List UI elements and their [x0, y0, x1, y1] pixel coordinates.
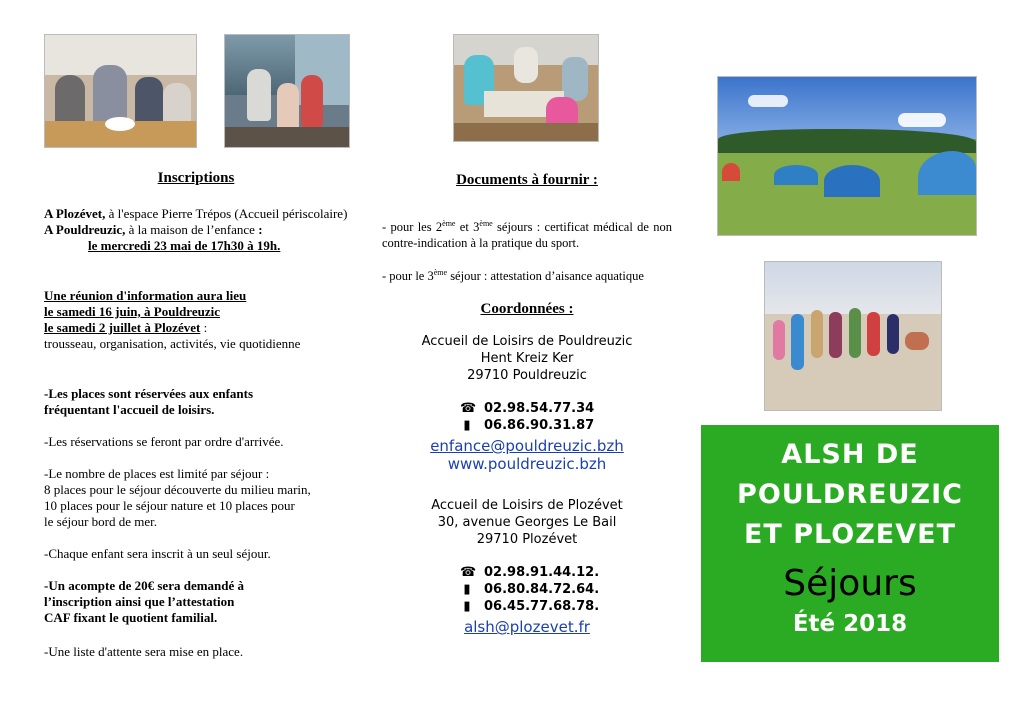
plozevet-mobile2-row: [382, 598, 672, 615]
photo-children-eating: [44, 34, 197, 148]
rule-places-4: le séjour bord de mer.: [44, 514, 157, 529]
rule-places-2: 8 places pour le séjour découverte du milieu marin,: [44, 482, 311, 497]
photo-children-tent: [224, 34, 350, 148]
mobile-phone-icon: ▮: [463, 582, 471, 598]
left-column: [44, 170, 364, 660]
cover-sejours: Séjours: [783, 563, 917, 604]
rule-reserved-1: -Les places sont réservées aux enfants: [44, 386, 254, 401]
reunion-line1: Une réunion d'information aura lieu: [44, 288, 247, 303]
pouldreuzic-name: Accueil de Loisirs de Pouldreuzic: [421, 334, 633, 350]
plozevet-mobile1-row: [382, 581, 672, 598]
pouldreuzic-email-link[interactable]: enfance@pouldreuzic.bzh: [430, 437, 624, 456]
photo-camping-tents-field: [717, 76, 977, 236]
contact-plozevet: [382, 497, 672, 637]
cover-line2: POULDREUZIC: [737, 479, 963, 510]
photo-group-beach: [764, 261, 942, 411]
middle-column: [382, 172, 672, 637]
coordonnees-title: Coordonnées :: [480, 301, 574, 318]
plozevet-email-link[interactable]: alsh@plozevet.fr: [464, 618, 590, 637]
inscription-pouldreuzic: A Pouldreuzic, à la maison de l’enfance :: [44, 222, 263, 237]
rule-deposit-2: l’inscription ainsi que l’attestation: [44, 594, 235, 609]
inscription-plozevet: A Plozévet, à l'espace Pierre Trépos (Accueil périscolaire): [44, 206, 348, 221]
cover-ete: Été 2018: [792, 611, 908, 637]
pouldreuzic-street: Hent Kreiz Ker: [480, 351, 574, 367]
pouldreuzic-mobile-row: [382, 417, 672, 434]
reunion-line4: trousseau, organisation, activités, vie quotidienne: [44, 336, 301, 351]
pouldreuzic-city: 29710 Pouldreuzic: [467, 368, 587, 384]
rule-order: -Les réservations se feront par ordre d'arrivée.: [44, 434, 284, 449]
document-certificat: - pour les 2ème et 3ème séjours : certificat médical de non contre-indication à la pratique du sport.: [382, 219, 672, 251]
reunion-line2: le samedi 16 juin, à Pouldreuzic: [44, 304, 220, 319]
mobile-phone-icon: ▮: [463, 418, 471, 434]
document-aisance: - pour le 3ème séjour : attestation d’aisance aquatique: [382, 268, 644, 284]
phone-icon: ☎: [460, 401, 477, 417]
inscriptions-title: Inscriptions: [157, 170, 235, 186]
rule-deposit-3: CAF fixant le quotient familial.: [44, 610, 218, 625]
inscription-date: le mercredi 23 mai de 17h30 à 19h.: [88, 238, 281, 253]
plozevet-name: Accueil de Loisirs de Plozévet: [431, 498, 623, 514]
rule-reserved-2: fréquentant l'accueil de loisirs.: [44, 402, 215, 417]
mobile-phone-icon: ▮: [463, 599, 471, 615]
cover-line1: ALSH DE: [781, 439, 919, 470]
phone-icon: ☎: [460, 565, 477, 581]
cover-title-box: [701, 425, 999, 662]
rule-places-1: -Le nombre de places est limité par séjour :: [44, 466, 270, 481]
pouldreuzic-website-link[interactable]: www.pouldreuzic.bzh: [447, 455, 607, 474]
photo-children-activity-table: [453, 34, 599, 142]
plozevet-mobile2[interactable]: 06.45.77.68.78.: [484, 599, 600, 615]
plozevet-city: 29710 Plozévet: [476, 532, 578, 548]
pouldreuzic-phone-row: [382, 400, 672, 417]
rule-places-3: 10 places pour le séjour nature et 10 places pour: [44, 498, 295, 513]
pouldreuzic-mobile[interactable]: 06.86.90.31.87: [484, 418, 595, 434]
plozevet-street: 30, avenue Georges Le Bail: [437, 515, 617, 531]
rule-waiting-list: -Une liste d'attente sera mise en place.: [44, 644, 244, 659]
rule-single-stay: -Chaque enfant sera inscrit à un seul séjour.: [44, 546, 271, 561]
rule-deposit-1: -Un acompte de 20€ sera demandé à: [44, 578, 245, 593]
plozevet-phone-row: [382, 564, 672, 581]
plozevet-mobile1[interactable]: 06.80.84.72.64.: [484, 582, 600, 598]
contact-pouldreuzic: [382, 333, 672, 473]
cover-line3: ET PLOZEVET: [743, 519, 957, 550]
plozevet-phone[interactable]: 02.98.91.44.12.: [484, 565, 600, 581]
pouldreuzic-phone[interactable]: 02.98.54.77.34: [484, 401, 595, 417]
documents-title: Documents à fournir :: [456, 172, 598, 188]
reunion-line3: le samedi 2 juillet à Plozévet :: [44, 320, 208, 335]
